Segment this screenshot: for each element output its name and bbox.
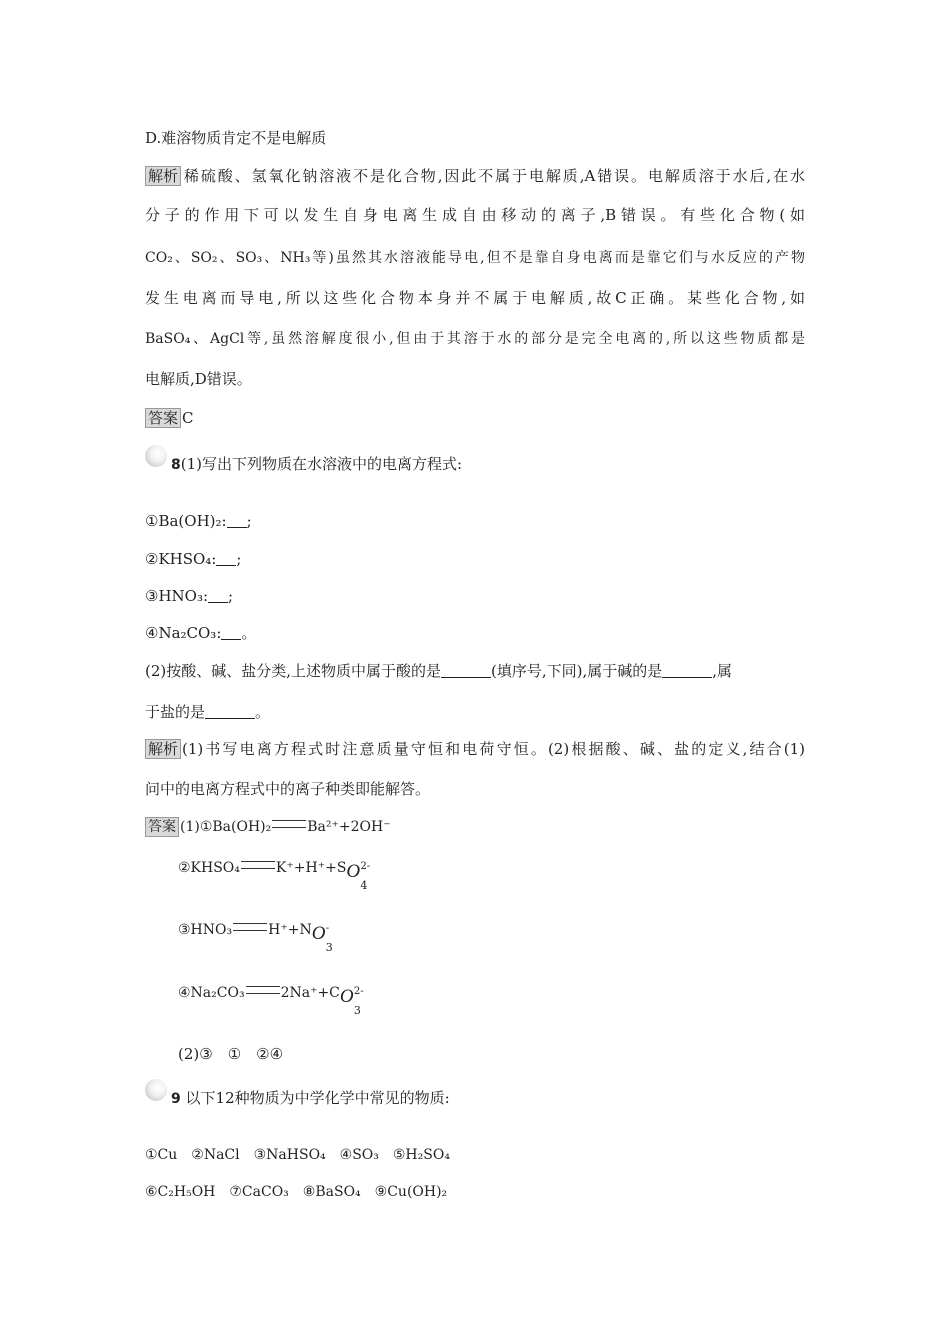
- q8-analysis-line-2: 问中的电离方程式中的离子种类即能解答。: [145, 780, 431, 798]
- answer-tag: 答案: [145, 408, 181, 428]
- q8-analysis-text-1: (1)书写电离方程式时注意质量守恒和电荷守恒。(2)根据酸、碱、盐的定义,结合(1): [182, 740, 805, 758]
- eq-left: ④Na₂CO₃: [178, 985, 245, 1001]
- ion-charge: -: [325, 923, 330, 934]
- ion-subscript: 3: [353, 1004, 361, 1017]
- answer-blank[interactable]: [208, 588, 228, 603]
- q8-item-2: [145, 549, 241, 569]
- question-badge-icon: [145, 1079, 167, 1101]
- answer-blank[interactable]: [216, 551, 236, 566]
- q8-item-end: ;: [228, 587, 234, 605]
- q8-item-4: [145, 623, 256, 643]
- equals-sign: [246, 986, 280, 994]
- q8-part2-text: (2)按酸、碱、盐分类,上述物质中属于酸的是: [145, 662, 442, 680]
- q7-answer: C: [182, 409, 194, 427]
- eq-left: ①Ba(OH)₂: [199, 819, 272, 835]
- answer-blank-base[interactable]: [662, 663, 712, 678]
- q9-number: 9: [171, 1091, 181, 1107]
- eq-right: K⁺+H⁺+S: [275, 860, 347, 876]
- q8-item-label: ③HNO₃:: [145, 587, 209, 605]
- equals-sign: [241, 861, 275, 869]
- option-d: D.难溶物质肯定不是电解质: [145, 129, 327, 147]
- q8-part2-text: (填序号,下同),属于碱的是: [491, 662, 663, 680]
- q8-item-end: ;: [246, 512, 252, 530]
- q8-item-1: [145, 511, 252, 531]
- q8-item-label: ①Ba(OH)₂:: [145, 512, 227, 530]
- ion-letter: O: [346, 861, 361, 882]
- q8-item-3: [145, 586, 233, 606]
- eq-right: H⁺+N: [268, 922, 312, 938]
- eq-right: 2Na⁺+C: [280, 985, 340, 1001]
- q8-stem-line: [171, 454, 462, 475]
- answer-blank[interactable]: [221, 625, 241, 640]
- answer-tag: 答案: [145, 817, 179, 837]
- q8-stem: (1)写出下列物质在水溶液中的电离方程式:: [180, 455, 463, 473]
- q7-analysis-line-2: 分子的作用下可以发生自身电离生成自由移动的离子,B错误。有些化合物(如: [145, 206, 805, 224]
- ion-formula: [346, 860, 376, 890]
- equals-sign: [233, 923, 267, 931]
- q9-stem: 以下12种物质为中学化学中常见的物质:: [185, 1089, 450, 1107]
- q9-substances-row-1: ①Cu ②NaCl ③NaHSO₄ ④SO₃ ⑤H₂SO₄: [145, 1147, 450, 1163]
- q8-number: 8: [171, 457, 181, 473]
- q8-item-label: ②KHSO₄:: [145, 550, 217, 568]
- q8-part2-text: ,属: [712, 662, 733, 680]
- q8-part2-text: 于盐的是: [145, 703, 206, 721]
- q7-analysis-line-3: CO₂、SO₂、SO₃、NH₃等)虽然其水溶液能导电,但不是靠自身电离而是靠它们与水反应的产物: [145, 250, 805, 266]
- q7-analysis-line-5: BaSO₄、AgCl等,虽然溶解度很小,但由于其溶于水的部分是完全电离的,所以这些物质都是: [145, 331, 805, 347]
- question-badge-icon: [145, 445, 167, 467]
- ion-formula: [312, 922, 342, 952]
- q7-answer-line: [145, 408, 194, 428]
- q8-part2-text: 。: [255, 703, 271, 721]
- answer-blank-salt[interactable]: [205, 704, 255, 719]
- analysis-tag: 解析: [145, 739, 181, 759]
- ion-letter: O: [339, 986, 354, 1007]
- ion-subscript: 3: [325, 941, 333, 954]
- eq-right: Ba²⁺+2OH⁻: [307, 819, 391, 835]
- q9-substances-row-2: ⑥C₂H₅OH ⑦CaCO₃ ⑧BaSO₄ ⑨Cu(OH)₂: [145, 1184, 448, 1200]
- q8-answer-eq-1: [145, 817, 391, 837]
- q8-answer-eq-3: [178, 920, 342, 952]
- answer-blank-acid[interactable]: [441, 663, 491, 678]
- q7-analysis-text-1: 稀硫酸、氢氧化钠溶液不是化合物,因此不属于电解质,A错误。电解质溶于水后,在水: [182, 167, 805, 185]
- ion-charge: 2-: [360, 861, 371, 872]
- q9-stem-line: [171, 1088, 450, 1109]
- q8-part2-line-1: [145, 661, 732, 681]
- q8-item-end: ;: [236, 550, 242, 568]
- ion-letter: O: [311, 923, 326, 944]
- eq-left: ③HNO₃: [178, 922, 233, 938]
- ion-charge: 2-: [353, 986, 364, 997]
- answer-blank[interactable]: [227, 513, 247, 528]
- eq-left: ②KHSO₄: [178, 860, 240, 876]
- equals-sign: [272, 820, 306, 828]
- q8-answer-eq-4: [178, 983, 370, 1015]
- q7-analysis-line-1: [145, 166, 805, 186]
- ion-subscript: 4: [360, 879, 368, 892]
- q8-item-label: ④Na₂CO₃:: [145, 624, 222, 642]
- q8-answer-part2: (2)③ ① ②④: [178, 1045, 284, 1063]
- q7-analysis-line-4: 发生电离而导电,所以这些化合物本身并不属于电解质,故C正确。某些化合物,如: [145, 289, 805, 307]
- q8-answer-prefix: (1): [180, 819, 200, 835]
- ion-formula: [340, 985, 370, 1015]
- q8-part2-line-2: [145, 702, 270, 722]
- q7-analysis-line-6: 电解质,D错误。: [145, 370, 252, 388]
- q8-analysis-line-1: [145, 739, 805, 759]
- q8-item-end: 。: [241, 624, 257, 642]
- q8-answer-eq-2: [178, 858, 376, 890]
- analysis-tag: 解析: [145, 166, 181, 186]
